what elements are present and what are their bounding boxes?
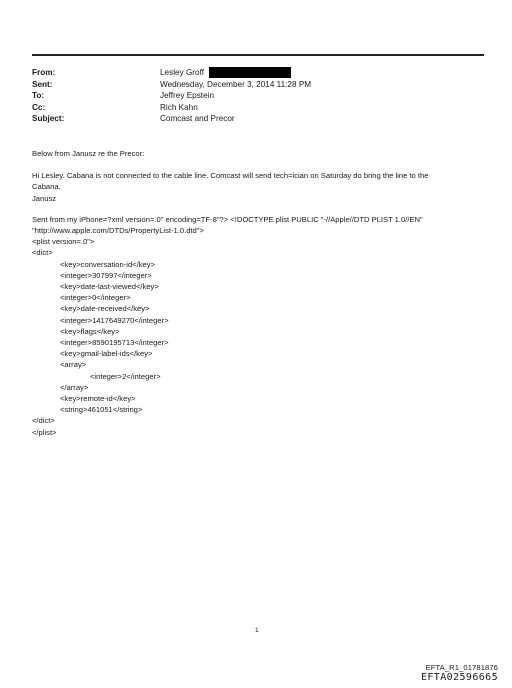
plist-entry: <key>date-last-viewed</key> [60, 282, 159, 292]
subject-value: Comcast and Precor [160, 114, 235, 123]
message-line: Cabana. [32, 182, 61, 192]
sent-value: Wednesday, December 3, 2014 11:28 PM [160, 79, 312, 89]
header-row-from [32, 67, 311, 79]
subject-label: Subject: [32, 114, 65, 123]
cc-value: Rich Kahn [160, 102, 198, 112]
header-row-subject [32, 113, 311, 125]
plist-entry: <integer>2</integer> [90, 371, 161, 381]
plist-entry: <key>remote-id</key> [60, 394, 136, 404]
email-header [32, 67, 311, 125]
plist-entry: <integer>307997</integer> [60, 270, 152, 280]
plist-entry: <key>date-received</key> [60, 304, 150, 314]
sent-from-line: Sent from my iPhone=?xml version=.0" encoding=TF-8"?> <!DOCTYPE plist PUBLIC "-//Apple//DTD PLIST 1.0//EN" [32, 214, 423, 224]
plist-entry: </array> [60, 382, 89, 392]
from-label: From: [32, 68, 56, 77]
page-number: 1 [255, 627, 259, 634]
signature: Janusz [32, 193, 57, 203]
paragraph-gap [32, 204, 482, 214]
message-line: Hi Lesley. Cabana is not connected to the cable line. Comcast will send tech=ician on Saturday do bring the line to the [32, 171, 429, 181]
email-body [32, 148, 482, 438]
plist-entry: <key>flags</key> [60, 326, 120, 336]
redaction-block [209, 67, 291, 78]
header-row-sent [32, 79, 311, 91]
plist-entry: <string>461051</string> [60, 405, 143, 415]
plist-entry: <key>gmail-label-ids</key> [60, 349, 153, 359]
bates-number-primary: EFTA_R1_01781876 [425, 663, 498, 672]
paragraph-gap [32, 159, 482, 170]
dict-open: <dict> [32, 248, 53, 258]
plist-close: </plist> [32, 427, 57, 437]
dict-close: </dict> [32, 416, 55, 426]
header-row-cc [32, 102, 311, 114]
plist-entry: <array> [60, 360, 87, 370]
to-value: Jeffrey Epstein [160, 91, 215, 100]
plist-entry: <integer>8590195713</integer> [60, 338, 169, 348]
sent-from-line: "http://www.apple.com/DTDs/PropertyList-1.0.dtd"> [32, 226, 204, 236]
header-row-to [32, 90, 311, 102]
intro-line: Below from Janusz re the Precor: [32, 149, 145, 158]
plist-open: <plist version=.0"> [32, 237, 95, 247]
cc-label: Cc: [32, 102, 46, 112]
plist-entry: <integer>0</integer> [60, 293, 131, 303]
bates-number-secondary: EFTA02596665 [420, 672, 498, 683]
from-value-wrap [160, 67, 291, 79]
from-value: Lesley Groff [160, 68, 204, 77]
plist-entry: <key>conversation-id</key> [60, 259, 155, 269]
sent-label: Sent: [32, 79, 53, 89]
to-label: To: [32, 91, 45, 100]
header-rule [32, 54, 484, 56]
plist-entry: <integer>1417649270</integer> [60, 315, 169, 325]
